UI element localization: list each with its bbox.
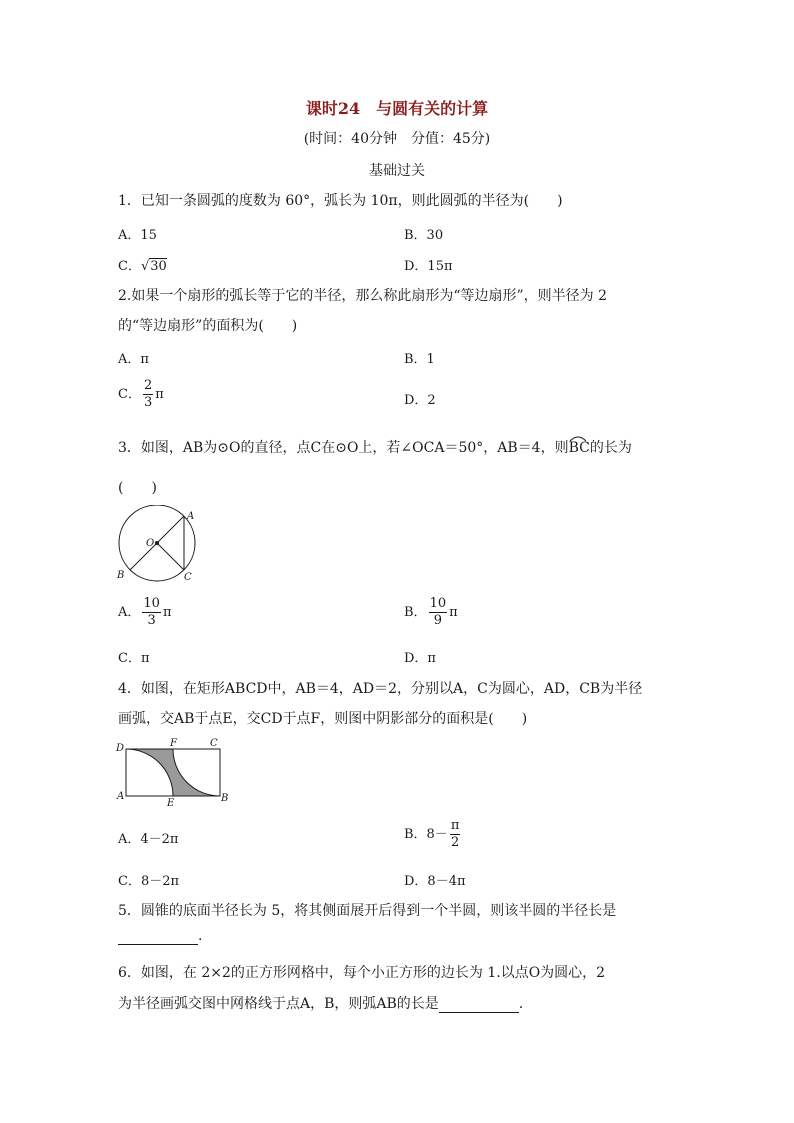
q2-option-c-suffix: π [155,387,164,402]
q5-period: . [198,928,203,944]
q1-option-c [118,255,167,274]
center-point [155,541,159,545]
question-4-stem-line-2: 画弧，交AB于点E，交CD于点F，则图中阴影部分的面积是( ) [118,711,528,727]
label-c: C [210,738,218,749]
q4-option-a: A．4－2π [118,832,179,847]
question-6-stem-line-1: 6．如图，在 2×2的正方形网格中，每个小正方形的边长为 1.以点O为圆心，2 [118,965,606,981]
label-a: A [187,511,195,522]
q4-option-b [404,818,462,851]
fraction-numerator: π [450,818,460,833]
label-e: E [167,798,175,807]
q2-option-d: D．2 [404,393,436,408]
fraction-numerator: 10 [143,596,160,611]
question-2-stem-line-1: 2.如果一个扇形的弧长等于它的半径，那么称此扇形为“等边扇形”，则半径为 2 [118,288,608,304]
q2-option-b: B．1 [404,352,435,367]
q1-option-c-radicand: 30 [150,259,167,274]
q3-option-b-suffix: π [449,605,458,620]
q3-option-b [404,596,458,629]
label-o: O [146,538,155,549]
q1-option-b: B．30 [404,228,444,243]
q4-option-b-fraction [450,818,461,851]
q2-option-c [118,378,164,411]
q3-option-a-label: A． [118,605,141,620]
question-3-stem-line-1 [118,437,632,457]
label-a: A [117,791,125,802]
page-title: 课时24 与圆有关的计算 [305,99,489,118]
q4-option-c: C．8－2π [118,874,180,889]
q4-option-d: D．8－4π [404,874,466,889]
arc-mark-icon [569,434,587,442]
fraction-denominator: 2 [450,835,460,850]
label-b: B [117,570,125,581]
arc-notation [569,440,590,456]
q6-stem-text: 为半径画弧交图中网格线于点A，B，则弧AB的长是 [118,996,439,1012]
fraction-numerator: 10 [429,596,447,611]
time-score-info: (时间：40分钟 分值：45分) [303,131,491,147]
label-c: C [184,572,192,583]
question-6-stem-line-2 [118,993,523,1013]
q3-option-c: C．π [118,651,150,666]
label-d: D [116,743,125,754]
q6-answer-blank[interactable] [439,996,519,1013]
radius-oc [157,543,184,570]
fraction-denominator: 3 [147,613,156,628]
q1-option-c-label: C． [118,259,141,274]
q2-option-a: A．π [118,352,149,367]
question-3-stem-line-2: ( ) [118,480,157,496]
q3-stem-post: 的长为 [589,440,632,456]
q5-answer-blank[interactable] [118,928,198,945]
fraction-numerator: 2 [143,378,153,393]
rectangle-arcs-figure [112,735,237,807]
q6-period: . [518,996,524,1012]
question-1-stem: 1．已知一条圆弧的度数为 60°，弧长为 10π，则此圆弧的半径为( ) [118,193,563,209]
question-4-stem-line-1: 4．如图，在矩形ABCD中，AB＝4，AD＝2，分别以A，C为圆心，AD，CB为半径 [118,681,643,697]
q3-option-a [118,596,171,629]
question-5-stem-line-2 [118,928,202,945]
q4-option-b-label: B．8－ [404,827,448,842]
question-2-stem-line-2: 的“等边扇形”的面积为( ) [118,318,298,334]
q3-option-a-suffix: π [162,605,172,620]
arc-bc-label: BC [568,440,590,456]
q1-option-a: A．15 [118,228,157,243]
q3-option-a-fraction [142,596,161,629]
q2-option-c-label: C． [118,387,141,402]
q1-option-d: D．15π [404,259,453,274]
q3-option-b-label: B． [404,605,427,620]
sqrt-symbol: √ [140,259,150,274]
circle-diameter-figure [112,505,202,585]
section-heading: 基础过关 [369,163,425,179]
q3-stem-pre: 3．如图，AB为⊙O的直径，点C在⊙O上，若∠OCA＝50°，AB＝4，则 [118,440,569,456]
q3-option-d: D．π [404,651,436,666]
fraction-denominator: 3 [143,395,153,410]
q3-option-b-fraction [429,596,448,629]
q2-option-c-fraction [143,378,153,411]
label-b: B [221,793,229,804]
label-f: F [170,738,177,749]
question-5-stem-line-1: 5．圆锥的底面半径长为 5，将其侧面展开后得到一个半圆，则该半圆的半径长是 [118,903,617,919]
fraction-denominator: 9 [433,613,442,628]
